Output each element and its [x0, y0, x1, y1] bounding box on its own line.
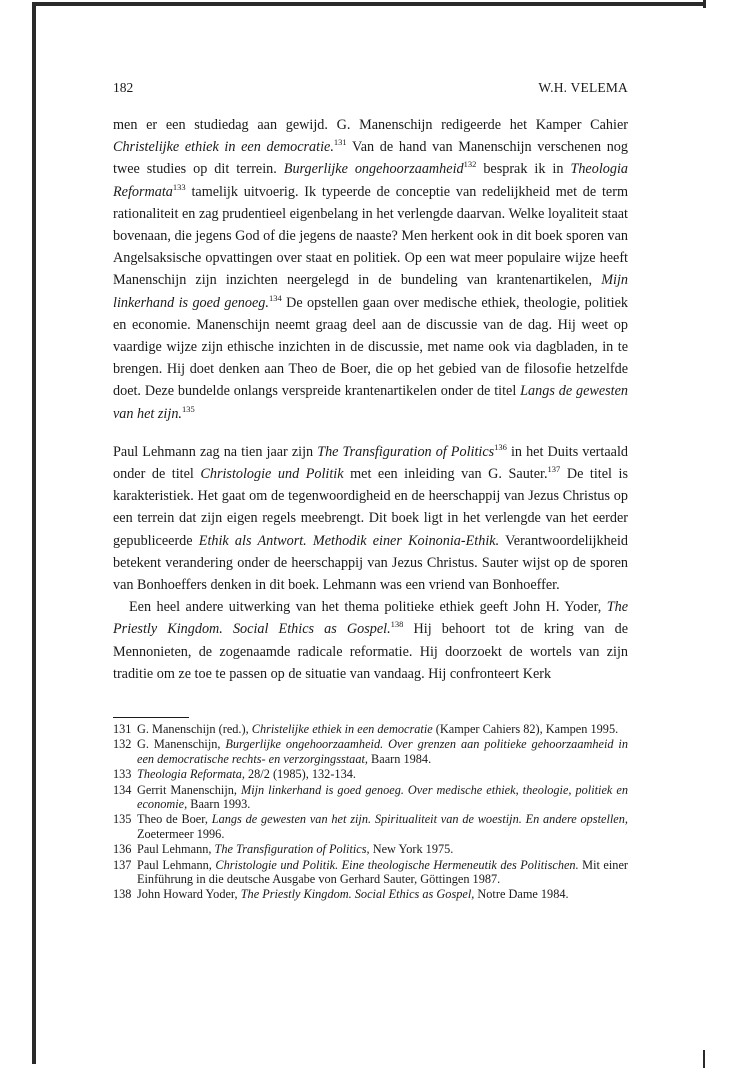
footnote-134: [113, 783, 628, 812]
italic-title: Theologia Reformata: [113, 161, 628, 200]
scan-border-top: [34, 2, 706, 6]
footnote-133: [113, 767, 628, 781]
footnote-ref-132[interactable]: 132: [463, 159, 477, 170]
footnote-text: Paul Lehmann,: [137, 857, 216, 872]
footnote-137: [113, 858, 628, 887]
footnote-text: Paul Lehmann,: [137, 842, 215, 857]
italic-title: Langs de gewesten van het zijn.: [113, 383, 628, 422]
footnote-text: John Howard Yoder,: [137, 887, 241, 902]
footnote-text: (Kamper Cahiers 82), Kampen 1995.: [432, 722, 619, 736]
footnote-136: [113, 842, 628, 856]
footnote-132: [113, 737, 628, 766]
footnote-number: 136: [113, 842, 132, 857]
text-run: Verantwoordelijkheid betekent verandering onder de heerschappij van Jezus Christus. Sauter wijst op de sporen van Bonhoeffers denken in dit boek. Lehmann was een vriend van Bonhoeffer.: [113, 532, 629, 594]
italic-title: The Priestly Kingdom. Social Ethics as Gospel.: [113, 599, 628, 638]
footnote-ref-131[interactable]: 131: [333, 137, 347, 148]
italic-title: Ethik als Antwort. Methodik einer Koinonia-Ethik.: [198, 532, 500, 549]
text-run: met een inleiding van G. Sauter.: [343, 466, 548, 483]
paragraph-3: [113, 596, 628, 685]
footnote-135: [113, 812, 628, 841]
footnote-text: 28/2 (1985), 132-134.: [244, 767, 356, 782]
page-number: 182: [113, 80, 134, 95]
footnote-number: 135: [113, 812, 132, 827]
paragraph-1: [113, 114, 628, 425]
footnote-title: Theologia Reformata,: [137, 767, 245, 782]
footnote-ref-138[interactable]: 138: [390, 619, 404, 630]
scan-border-right-bottom: [703, 1050, 705, 1068]
scan-border-right-top: [703, 0, 706, 8]
italic-title: Mijn linkerhand is goed genoeg.: [113, 272, 628, 311]
running-header: [113, 80, 628, 96]
footnote-text: Gerrit Manenschijn,: [137, 782, 241, 797]
text-run: in het Duits vertaald onder de titel: [113, 443, 628, 483]
footnote-text: Baarn 1993.: [187, 797, 251, 812]
footnote-number: 134: [113, 782, 132, 797]
footnote-ref-136[interactable]: 136: [494, 441, 507, 452]
body-text: [113, 114, 628, 685]
footnote-131: [113, 722, 628, 736]
footnote-ref-135[interactable]: 135: [181, 403, 195, 414]
paragraph-2: [113, 441, 628, 596]
footnote-title: The Priestly Kingdom. Social Ethics as Gospel,: [240, 887, 475, 902]
text-run: Van de hand van Manenschijn verschenen nog twee studies op dit terrein.: [113, 139, 628, 178]
italic-title: Burgerlijke ongehoorzaamheid: [283, 161, 464, 178]
text-run: tamelijk uitvoerig. Ik typeerde de conceptie van redelijkheid met de term rationaliteit en zag prudentieel eigenbelang in het verlengde daarvan. Welke loyaliteit staat bovenaan, die jegens God of die jegens de naaste? Men herkent ook in dit boek sporen van Angelsaksische opvattingen over staat en politiek. Op een wat meer populaire wijze heeft Manenschijn zijn inzichten neergelegd in de bundeling van krantenartikelen,: [113, 183, 628, 289]
text-run: De opstellen gaan over medische ethiek, theologie, politiek en economie. Manenschijn neemt graag deel aan de discussie van de dag. Hij weet op vaardige wijze zijn ethische inzichten in de discussie, met name ook via dagbladen, in te brengen. Hij doet denken aan Theo de Boer, die op het gebied van de filosofie hetzelfde doet. Deze bundelde onlangs verspreide krantenartikelen onder de titel: [113, 294, 628, 400]
running-author: W.H. VELEMA: [538, 80, 628, 95]
text-run: De titel is karakteristiek. Het gaat om de tegenwoordigheid en de heerschappij van Jezus Christus op een terrein dat zijn eigen regels meebrengt. Dit boek ligt in het verlengde van het eerder gepubliceerde: [113, 466, 628, 549]
footnote-text: Baarn 1984.: [367, 751, 432, 766]
footnote-text: Theo de Boer,: [137, 812, 212, 827]
footnote-ref-134[interactable]: 134: [268, 292, 282, 303]
footnote-title: Christologie und Politik. Eine theologische Hermeneutik des Politischen.: [215, 857, 579, 872]
footnote-number: 132: [113, 737, 132, 752]
footnote-text: G. Manenschijn (red.),: [137, 722, 252, 736]
footnote-title: Mijn linkerhand is goed genoeg. Over medische ethiek, theologie, politiek en economie,: [137, 782, 628, 812]
text-run: men er een studiedag aan gewijd. G. Manenschijn redigeerde het Kamper Cahier: [113, 117, 628, 133]
footnote-title: The Transfiguration of Politics,: [214, 842, 370, 857]
footnote-title: Burgerlijke ongehoorzaamheid. Over grenzen aan politieke gehoorzaamheid in een democratische rechts- en verzorgingsstaat,: [137, 737, 628, 766]
italic-title: Christelijke ethiek in een democratie.: [113, 139, 334, 156]
footnote-number: 133: [113, 767, 132, 782]
footnote-text: New York 1975.: [369, 842, 454, 857]
text-run: besprak ik in: [476, 161, 571, 178]
footnote-title: Christelijke ethiek in een democratie: [251, 722, 433, 736]
text-run: Hij behoort tot de kring van de Mennonieten, de zogenaamde radicale reformatie. Hij doorzoekt de wortels van zijn traditie om ze toe te passen op de situatie van vandaag. Hij confronteert Kerk: [113, 621, 628, 682]
footnotes: [113, 722, 628, 903]
text-run: Paul Lehmann zag na tien jaar zijn: [113, 443, 318, 460]
footnote-text: Notre Dame 1984.: [474, 887, 569, 902]
footnote-title: Langs de gewesten van het zijn. Spiritualiteit van de woestijn. En andere opstellen,: [211, 812, 628, 827]
footnote-text: Zoetermeer 1996.: [137, 826, 225, 841]
footnote-ref-137[interactable]: 137: [547, 464, 561, 475]
footnote-ref-133[interactable]: 133: [172, 181, 186, 192]
footnote-text: G. Manenschijn,: [137, 737, 226, 752]
italic-title: The Transfiguration of Politics: [317, 443, 495, 460]
text-run: Een heel andere uitwerking van het thema politieke ethiek geeft John H. Yoder,: [129, 599, 607, 616]
scan-border-left: [32, 2, 36, 1064]
footnote-138: [113, 887, 628, 901]
footnote-number: 137: [113, 857, 132, 872]
footnote-text: Mit einer Einführung in die deutsche Ausgabe von Gerhard Sauter, Göttingen 1987.: [137, 857, 628, 887]
italic-title: Christologie und Politik: [200, 466, 344, 483]
footnote-number: 138: [113, 887, 132, 902]
footnote-number: 131: [113, 722, 132, 736]
footnote-separator: [113, 717, 189, 718]
